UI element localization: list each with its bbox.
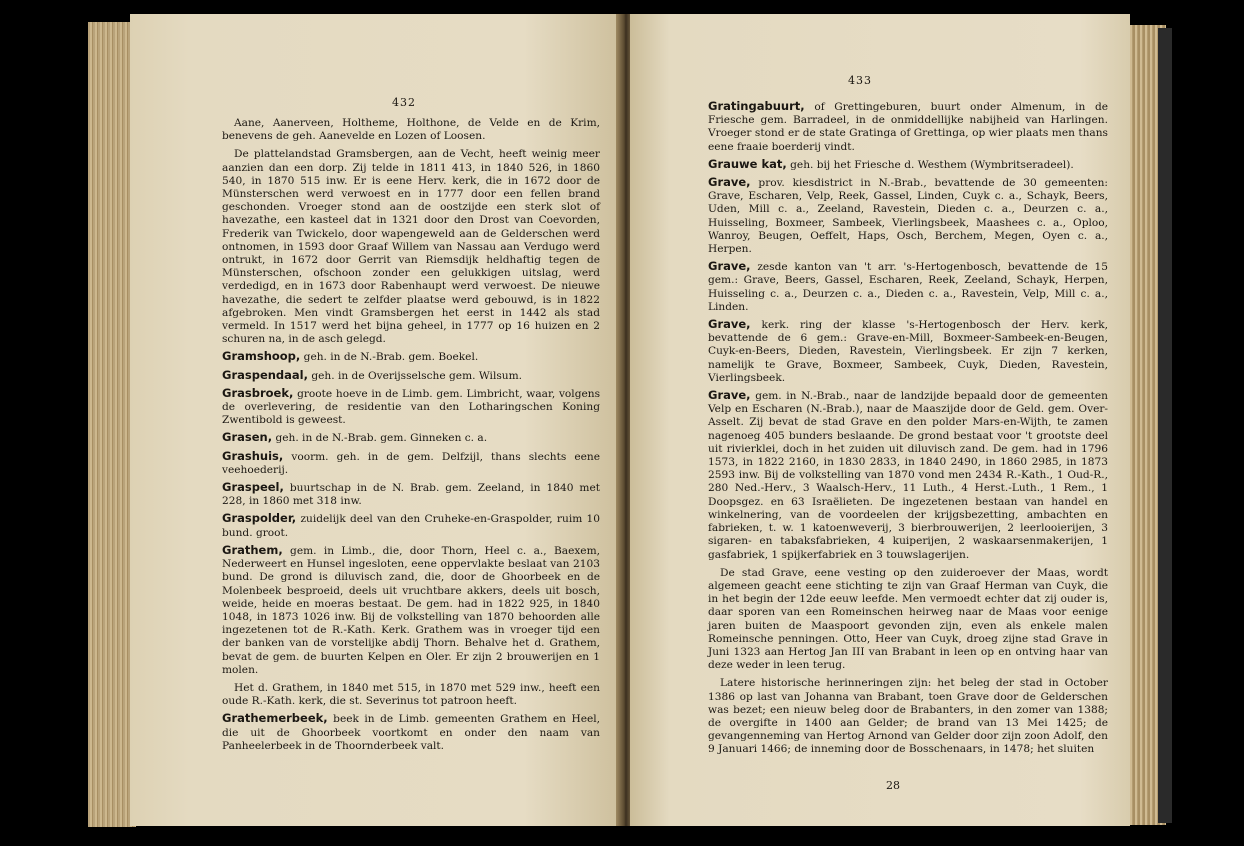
- entry: Gramshoop, geh. in de N.-Brab. gem. Boekel.: [222, 349, 479, 364]
- left-page-text: [222, 116, 600, 757]
- entry: Het d. Grathem, in 1840 met 515, in 1870 met 529 inw., heeft een oude R.-Kath. kerk, die st. Severinus tot patroon heeft.: [222, 681, 600, 708]
- entry: Grathem, gem. in Limb., die, door Thorn, Heel c. a., Baexem, Nederweert en Hunsel ingesloten, eene oppervlakte beslaat van 2103 bund. De grond is diluvisch zand, die, door de Ghoorbeek en de Molenbeek besproeid, deels uit vruchtbare akkers, deels uit bosch, weide, heide en moeras bestaat. De gem. had in 1822 925, in 1840 1048, in 1873 1026 inw. Bij de volkstelling van 1870 behoorden alle ingezetenen tot de R.-Kath. Kerk. Grathem was in vroeger tijd een der banken van de vorstelijke abdij Thorn. Behalve het d. Grathem, bevat de gem. de buurten Kelpen en Oler. Er zijn 2 brouwerijen en 1 molen.: [222, 542, 600, 676]
- left-page: [130, 14, 622, 826]
- entry: Grashuis, voorm. geh. in de gem. Delfzijl, thans slechts eene veehoederij.: [222, 448, 600, 476]
- right-page-number: 433: [848, 74, 872, 87]
- entry: Grave, prov. kiesdistrict in N.-Brab., bevattende de 30 gemeenten: Grave, Escharen, Velp, Reek, Gassel, Linden, Cuyk c. a., Schayk, Beers, Uden, Mill c. a., Zeeland, Ravestein, Dieden c. a., Deurzen c. a., Huisseling, Boxmeer, Sambeek, Vierlingsbeek, Maashees c. a., Oploo, Wanroy, Beugen, Oeffelt, Haps, Osch, Berchem, Megen, Oyen c. a., Herpen.: [708, 175, 1108, 256]
- entry: De plattelandstad Gramsbergen, aan de Vecht, heeft weinig meer aanzien dan een dorp. Zij telde in 1811 413, in 1840 526, in 1860 540, in 1870 515 inw. Er is eene Herv. kerk, die in 1672 door de Münsterschen werd verwoest en in 1777 door een fellen brand geschonden. Vroeger stond aan de oostzijde een sterk slot of havezathe, een kasteel dat in 1321 door den Drost van Coevorden, Frederik van Twickelo, door wapengeweld aan de Gelderschen werd ontnomen, in 1593 door Graaf Willem van Nassau aan Verdugo werd ontrukt, in 1672 door Gerrit van Riemsdijk heldhaftig tegen de Münsterschen, ofschoon zonder een gelukkigen uitslag, werd verdedigd, en in 1673 door Rabenhaupt werd verwoest. De nieuwe havezathe, die sedert te zelfder plaatse werd gebouwd, is in 1822 afgebroken. Men vindt Gramsbergen het eerst in 1442 als stad vermeld. In 1517 werd het bijna geheel, in 1777 op 16 huizen en 2 schuren na, in de asch gelegd.: [222, 148, 600, 346]
- entry: Graspolder, zuidelijk deel van den Cruheke-en-Graspolder, ruim 10 bund. groot.: [222, 511, 600, 539]
- entry: Grauwe kat, geh. bij het Friesche d. Westhem (Wymbritseradeel).: [708, 156, 1074, 171]
- entry: Grasbroek, groote hoeve in de Limb. gem. Limbricht, waar, volgens de overlevering, de residentie van den Lotharingschen Koning Zwentibold is geweest.: [222, 385, 601, 427]
- left-page-number: 432: [392, 96, 416, 109]
- entry: Grathemerbeek, beek in de Limb. gemeenten Grathem en Heel, die uit de Ghoorbeek voortkomt en onder den naam van Panheelerbeek in de Thoornderbeek valt.: [222, 711, 600, 752]
- entry: Gratingabuurt, of Grettingeburen, buurt onder Almenum, in de Friesche gem. Barradeel, in de onmiddellijke nabijheid van Harlingen. Vroeger stond er de state Gratinga of Grettinga, op wier plaats men thans eene fraaie boerderij vindt.: [708, 99, 1108, 153]
- right-page: [630, 14, 1130, 826]
- entry: Grave, kerk. ring der klasse 's-Hertogenbosch der Herv. kerk, bevattende de 6 gem.: Grave-en-Mill, Boxmeer-Sambeek-en-Beugen, Cuyk-en-Beers, Dieden, Ravestein, Vierlingsbeek. Er zijn 7 kerken, namelijk te Grave, Boxmeer, Sambeek, Cuyk, Dieden, Ravestein, Vierlingsbeek.: [708, 317, 1109, 384]
- signature-mark: 28: [886, 779, 900, 792]
- entry: Grave, zesde kanton van 't arr. 's-Hertogenbosch, bevattende de 15 gem.: Grave, Beers, Gassel, Escharen, Reek, Zeeland, Schayk, Herpen, Huisseling c. a., Deurzen c. a., Dieden c. a., Ravestein, Velp, Mill c. a., Linden.: [708, 259, 1108, 313]
- book-cover-edge: [1158, 28, 1172, 823]
- entry: Grave, gem. in N.-Brab., naar de landzijde bepaald door de gemeenten Velp en Escharen (N.-Brab.), naar de Maaszijde door de Geld. gem. Over-Asselt. Zij bevat de stad Grave en den polder Mars-en-Wijth, te zamen nagenoeg 405 bunders beslaande. De grond bestaat voor 't grootste deel uit rivierklei, doch in het zuiden uit diluvisch zand. De gem. had in 1796 1573, in 1822 2160, in 1830 2833, in 1840 2490, in 1860 2985, in 1873 2593 inw. Bij de volkstelling van 1870 vond men 2434 R.-Kath., 1 Oud-R., 280 Ned.-Herv., 3 Waalsch-Herv., 11 Luth., 4 Herst.-Luth., 1 Rem., 1 Doopsgez. en 63 Israëlieten. De ingezetenen bestaan van handel en winkelnering, van de voordeelen der krijgsbezetting, ambachten en fabrieken, t. w. 1 katoenweverij, 3 bierbrouwerijen, 2 leerlooierijen, 3 sigaren- en tabaksfabrieken, 4 kuiperijen, 2 waskaarsenmakerijen, 1 gasfabriek, 1 spijkerfabriek en 3 touwslagerijen.: [708, 388, 1108, 561]
- page-stack-left: [88, 22, 136, 827]
- entry: Latere historische herinneringen zijn: het beleg der stad in October 1386 op last van Johanna van Brabant, toen Grave door de Gelderschen was bezet; een nieuw beleg door de Brabanters, in den zomer van 1388; de overgifte in 1400 aan Gelder; de brand van 13 Mei 1425; de gevangenneming van Hertog Arnond van Gelder door zijn zoon Adolf, den 9 Januari 1466; de inneming door de Bosschenaars, in 1478; het sluiten: [708, 677, 1108, 756]
- entry: Graspendaal, geh. in de Overijsselsche gem. Wilsum.: [222, 367, 522, 382]
- right-page-text: [708, 100, 1108, 761]
- entry: Aane, Aanerveen, Holtheme, Holthone, de Velde en de Krim, benevens de geh. Aanevelde en Lozen of Loosen.: [222, 117, 600, 143]
- entry: Grasen, geh. in de N.-Brab. gem. Ginneken c. a.: [222, 430, 488, 445]
- entry: De stad Grave, eene vesting op den zuideroever der Maas, wordt algemeen geacht eene stichting te zijn van Graaf Herman van Cuyk, die in het begin der 12de eeuw leefde. Men vermoedt echter dat zij ouder is, daar sporen van een Romeinschen heirweg naar de Maas voor eenige jaren buiten de Maaspoort gevonden zijn, even als enkele malen Romeinsche penningen. Otto, Heer van Cuyk, droeg zijne stad Grave in Juni 1323 aan Hertog Jan III van Brabant in leen op en ontving haar van deze weder in leen terug.: [708, 566, 1108, 672]
- entry: Graspeel, buurtschap in de N. Brab. gem. Zeeland, in 1840 met 228, in 1860 met 318 inw.: [222, 480, 600, 508]
